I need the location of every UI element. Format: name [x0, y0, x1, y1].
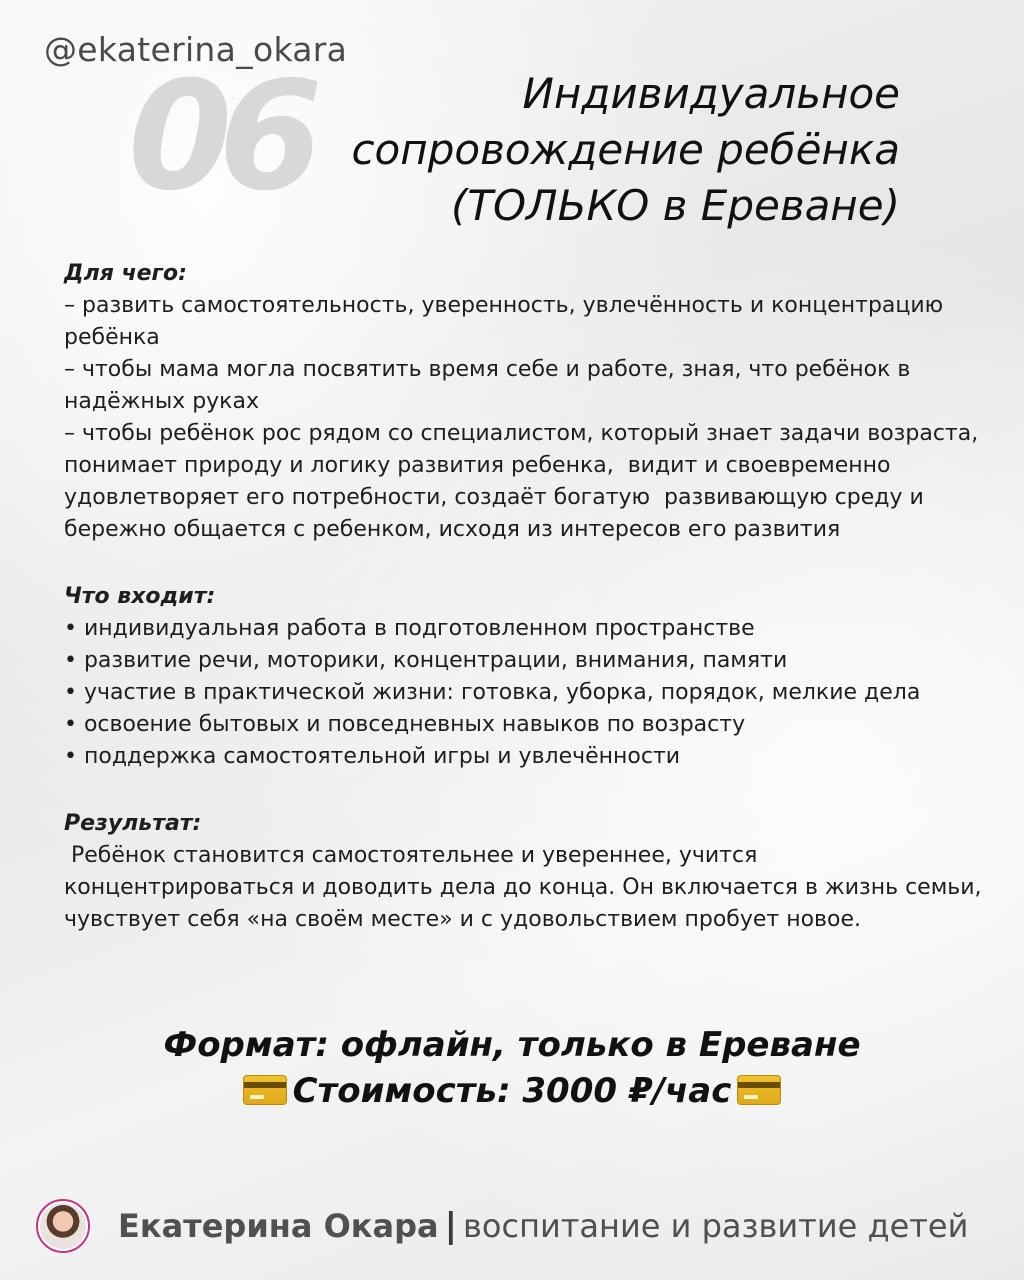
credit-card-icon — [243, 1075, 287, 1105]
includes-item: • развитие речи, моторики, концентрации, внимания, памяти — [64, 648, 788, 673]
purpose-item: – чтобы мама могла посвятить время себе и работе, зная, что ребёнок в надёжных руках — [64, 357, 918, 414]
credit-card-icon — [737, 1075, 781, 1105]
title-line-1: Индивидуальное — [522, 69, 900, 118]
account-handle: @ekaterina_okara — [44, 30, 348, 69]
purpose-item: – чтобы ребёнок рос рядом со специалистом, который знает задачи возраста, понимает природу и логику развития ребенка, видит и своевременно удовлетворяет его потребности, создаёт богатую развивающую среду и бережно общается с ребенком, исходя из интересов его развития — [64, 421, 986, 542]
author-name: Екатерина Окара — [118, 1207, 439, 1245]
includes-item: • освоение бытовых и повседневных навыков по возрасту — [64, 712, 746, 737]
result-text: Ребёнок становится самостоятельнее и увереннее, учится концентрироваться и доводить дела до конца. Он включается в жизнь семьи, чувствует себя «на своём месте» и с удовольствием пробует новое. — [64, 843, 989, 932]
content-body — [64, 258, 989, 936]
price-row — [0, 1068, 1024, 1114]
title-line-3: (ТОЛЬКО в Ереване) — [450, 181, 900, 230]
spacer — [64, 773, 984, 808]
avatar-photo — [40, 1203, 86, 1249]
author-tagline: воспитание и развитие детей — [463, 1207, 969, 1245]
spacer — [64, 546, 984, 581]
footer-separator: | — [444, 1206, 458, 1246]
slide-number: 06 — [128, 50, 309, 224]
includes-heading: Что входит: — [64, 584, 216, 609]
page-title — [280, 66, 900, 234]
purpose-heading: Для чего: — [64, 261, 187, 286]
avatar[interactable] — [36, 1199, 90, 1253]
author-footer — [36, 1196, 996, 1256]
price-line: Стоимость: 3000 ₽/час — [292, 1071, 732, 1111]
format-line: Формат: офлайн, только в Ереване — [163, 1025, 861, 1065]
includes-item: • поддержка самостоятельной игры и увлечённости — [64, 744, 681, 769]
purpose-item: – развить самостоятельность, уверенность, увлечённость и концентрацию ребёнка — [64, 293, 951, 350]
offer-summary — [0, 1022, 1024, 1114]
includes-item: • участие в практической жизни: готовка, уборка, порядок, мелкие дела — [64, 680, 921, 705]
title-line-2: сопровождение ребёнка — [351, 125, 900, 174]
includes-item: • индивидуальная работа в подготовленном пространстве — [64, 616, 755, 641]
result-heading: Результат: — [64, 811, 202, 836]
